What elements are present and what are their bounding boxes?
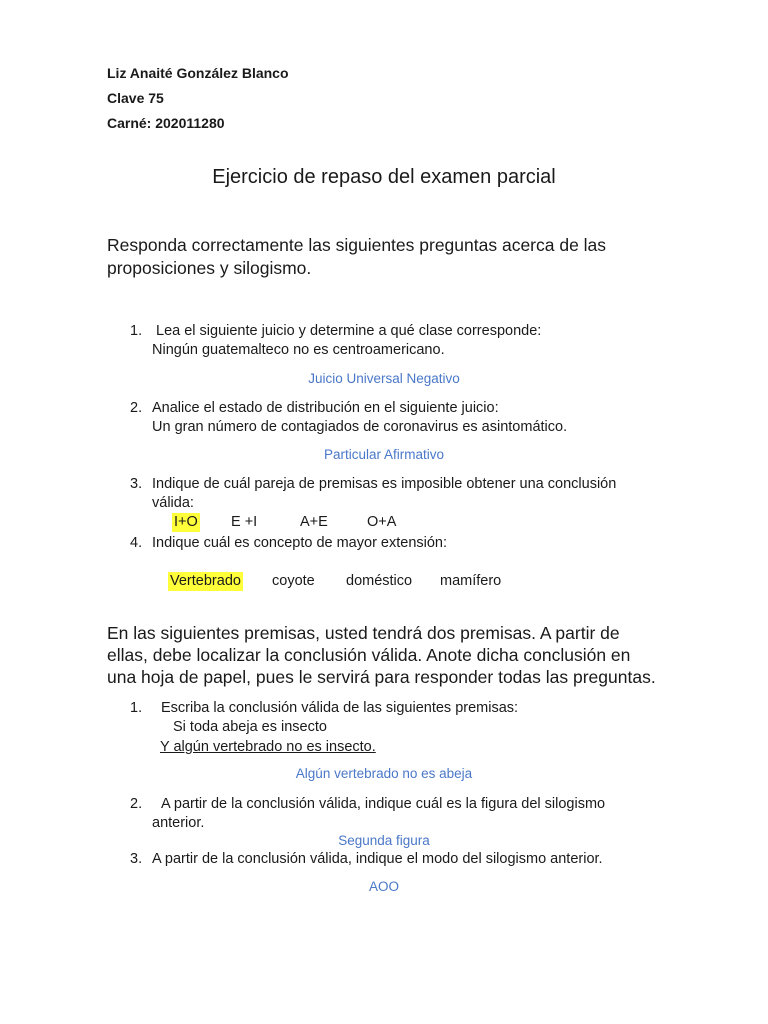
p2-q1-number: 1. [130,700,143,716]
intro-line-2: proposiciones y silogismo. [107,258,312,278]
p1-q1-number: 1. [130,323,143,339]
part2-intro-line-2: ellas, debe localizar la conclusión válida. Anote dicha conclusión en [107,645,631,665]
p1-q3-option-selected: I+O [174,514,198,530]
p1-q1-answer: Juicio Universal Negativo [308,371,460,386]
p1-q3-option: E +I [231,514,258,530]
p1-q3-number: 3. [130,476,143,492]
p1-q2-answer: Particular Afirmativo [323,447,445,462]
p1-q3-option: A+E [300,514,328,530]
p2-q1-answer: Algún vertebrado no es abeja [295,766,473,781]
p2-q1-premise-1: Si toda abeja es insecto [173,719,327,735]
p2-q3-number: 3. [130,851,143,867]
p1-q1-judgment: Ningún guatemalteco no es centroamericano. [152,342,445,358]
p2-q3-text: A partir de la conclusión válida, indique el modo del silogismo anterior. [152,851,603,867]
p1-q4-option: mamífero [440,573,502,589]
p2-q2-number: 2. [130,796,143,812]
p2-q1-premise-2: Y algún vertebrado no es insecto. [160,739,376,755]
p1-q4-text: Indique cuál es concepto de mayor extensión: [152,535,448,551]
p2-q1-text: Escriba la conclusión válida de las siguientes premisas: [161,700,519,716]
page-title: Ejercicio de repaso del examen parcial [212,166,556,188]
p1-q3-text: Indique de cuál pareja de premisas es imposible obtener una conclusión [152,476,617,492]
p1-q4-option: doméstico [346,573,413,589]
p2-q3-answer: AOO [368,879,399,894]
intro-line-1: Responda correctamente las siguientes preguntas acerca de las [107,235,607,255]
p1-q2-judgment: Un gran número de contagiados de coronavirus es asintomático. [152,419,568,435]
p2-q2-text: A partir de la conclusión válida, indique cuál es la figura del silogismo [161,796,606,812]
student-clave: Clave 75 [107,90,164,106]
p1-q4-number: 4. [130,535,143,551]
p1-q4-option-selected: Vertebrado [170,573,241,589]
p1-q4-option: coyote [272,573,315,589]
p1-q2-text: Analice el estado de distribución en el siguiente juicio: [152,400,499,416]
p1-q3-text-cont: válida: [152,495,194,511]
student-name: Liz Anaité González Blanco [107,65,289,81]
part2-intro-line-3: una hoja de papel, pues le servirá para responder todas las preguntas. [107,667,656,687]
part2-intro-line-1: En las siguientes premisas, usted tendrá dos premisas. A partir de [107,623,620,643]
p1-q3-option: O+A [367,514,397,530]
p1-q1-text: Lea el siguiente juicio y determine a qué clase corresponde: [156,323,542,339]
student-carne: Carné: 202011280 [107,115,225,131]
p2-q2-answer: Segunda figura [338,833,430,848]
p2-q2-text-cont: anterior. [152,815,205,831]
p1-q2-number: 2. [130,400,143,416]
